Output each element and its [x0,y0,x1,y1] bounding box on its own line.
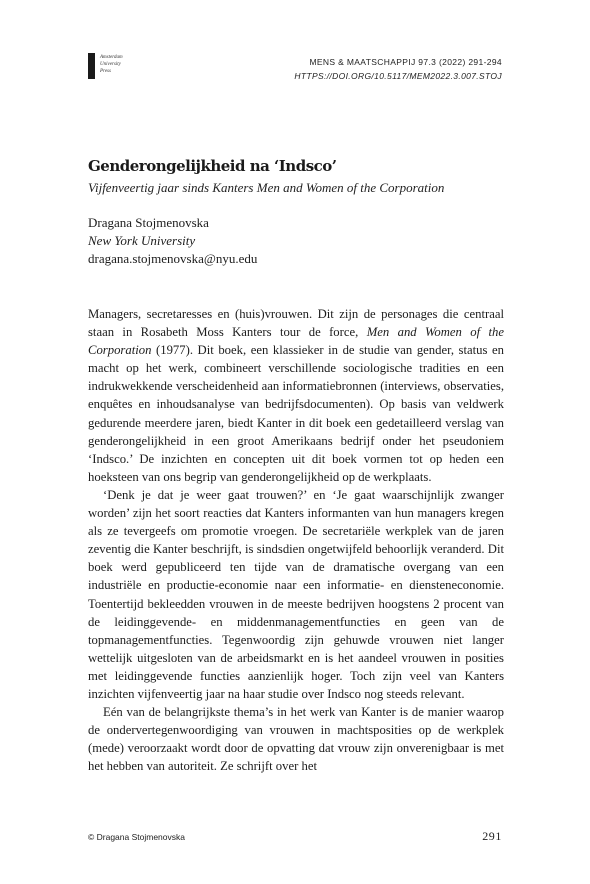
page-number: 291 [482,829,502,843]
publisher-logo-line: Amsterdam [100,55,123,60]
journal-citation: MENS & MAATSCHAPPIJ 97.3 (2022) 291-294 [309,57,502,67]
paragraph-2: ‘Denk je dat je weer gaat trouwen?’ en ‘Je gaat waarschijnlijk zwanger worden’ zijn het soort reacties dat Kanters informanten van hun managers kregen als ze tevergeefs om promotie vroegen. De secretariële werkplek van de jaren zeventig die Kanter beschrijft, is sindsdien ongetwijfeld behoorlijk veranderd. Dit boek werd gepubliceerd ten tijde van de dramatische overgang van een industriële en productie-economie naar een informatie- en dienstenеconomie. Toentertijd bekleedden vrouwen in de meeste bedrijven hoogstens 2 procent van de leidinggevende- en middenmanagementfuncties en geen van de topmanagementfuncties. Tegenwoordig zijn gehuwde vrouwen niet langer wettelijk uitgesloten van de arbeidsmarkt en is het aandeel vrouwen in posities met leidinggevende functies aanzienlijk hoger. Toch zijn veel van Kanters inzichten vijfenveertig jaar na haar studie over Indsco nog steeds relevant. [88,487,504,701]
doi-link[interactable]: HTTPS://DOI.ORG/10.5117/MEM2022.3.007.STOJ [294,71,502,81]
author-name: Dragana Stojmenovska [88,215,209,230]
publisher-logo-line: University [100,62,121,67]
author-affiliation: New York University [88,233,196,248]
paragraph-3: Eén van de belangrijkste thema’s in het werk van Kanter is de manier waarop de ondervertegenwoordiging van vrouwen in machtsposities op de werkplek (mede) veroorzaakt wordt door de opvatting dat vrouw zijn onverenigbaar is met het hebben van autoriteit. Ze schrijft over het [88,705,504,774]
article-subtitle: Vijfenveertig jaar sinds Kanters Men and Women of the Corporation [88,180,445,195]
publisher-logo-mark [88,53,95,79]
article-title: Genderongelijkheid na ‘Indsco’ [88,157,337,175]
publisher-logo-text [100,54,123,75]
author-block [88,214,257,268]
paragraph-1 [88,305,504,486]
book-title: Men and Women of the Corporation [88,325,504,358]
author-email[interactable]: dragana.stojmenovska@nyu.edu [88,251,258,266]
paragraph-1-text-b: (1977). Dit boek, een klassieker in de studie van gender, status en macht op het werk, combineert verschillende sociologische tradities en een indrukwekkende verscheidenheid aan informatiebronnen (interviews, observaties, enquêtes en inhoudsanalyse van bedrijfsdocumenten). Op basis van veldwerk gedurende meerdere jaren, biedt Kanter in dit boek een gedetailleerd verslag van genderongelijkheid in een groot Amerikaans bedrijf onder het pseudoniem ‘Indsco.’ De inzichten en concepten uit dit boek vormen tot op heden een hoeksteen van ons begrip van genderongelijkheid op de werkplaats. [88,343,504,484]
article-body [88,305,504,775]
publisher-logo [88,53,148,79]
publisher-logo-line: Press [100,69,111,74]
journal-header [294,55,502,83]
paragraph-1-text-a: Managers, secretaresses en (huis)vrouwen. Dit zijn de personages die centraal staan in Rosabeth Moss Kanters tour de force, [88,307,504,340]
copyright-notice: © Dragana Stojmenovska [88,832,185,842]
